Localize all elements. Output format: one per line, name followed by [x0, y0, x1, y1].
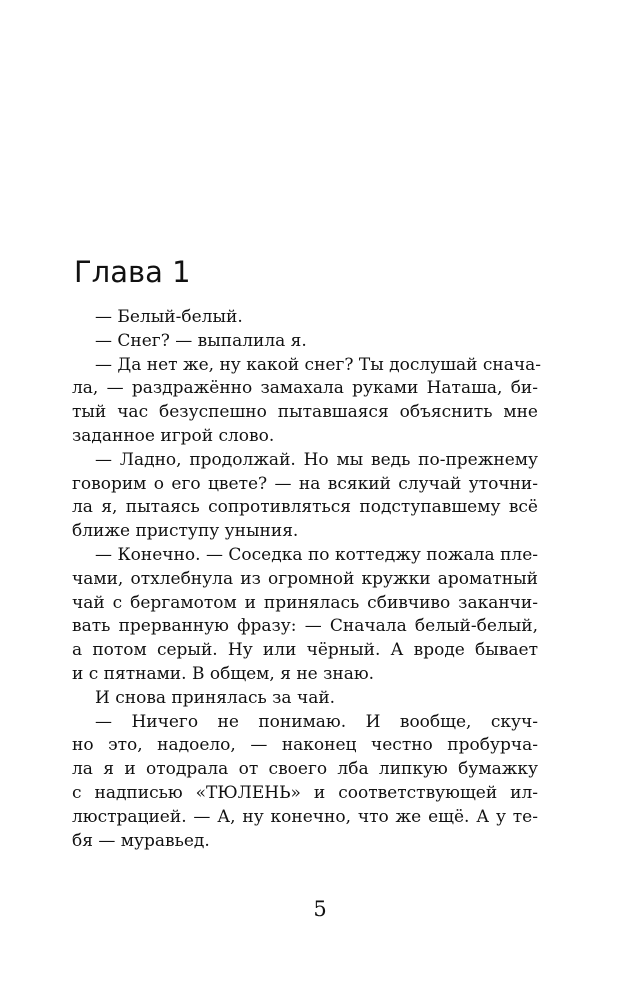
text-line: ла, — раздражённо замахала руками Наташа, би-	[72, 378, 538, 399]
text-line: — Ничего не понимаю. И вообще, скуч-	[95, 711, 538, 732]
chapter-text	[72, 306, 541, 853]
text-line: с надписью «ТЮЛЕНЬ» и соответствующей ил-	[72, 782, 538, 803]
text-line: — Да нет же, ну какой снег? Ты дослушай снача-	[95, 354, 541, 375]
text-line: тый час безуспешно пытавшаяся объяснить мне	[72, 402, 538, 423]
text-line: но это, надоело, — наконец честно пробурча-	[72, 735, 538, 756]
text-line: чами, отхлебнула из огромной кружки ароматный	[72, 568, 538, 589]
text-line: чай с бергамотом и принялась сбивчиво заканчи-	[72, 592, 538, 613]
text-line: — Снег? — выпалила я.	[95, 330, 307, 351]
text-line: ла я и отодрала от своего лба липкую бумажку	[72, 759, 538, 780]
text-line: а потом серый. Ну или чёрный. А вроде бывает	[72, 640, 538, 661]
text-line: и с пятнами. В общем, я не знаю.	[72, 663, 375, 684]
text-line: люстрацией. — А, ну конечно, что же ещё. А у те-	[72, 806, 538, 827]
text-line: — Конечно. — Соседка по коттеджу пожала пле-	[95, 544, 538, 565]
text-line: ла я, пытаясь сопротивляться подступавшему всё	[72, 497, 538, 518]
page-number: 5	[313, 897, 327, 921]
text-line: вать прерванную фразу: — Сначала белый-белый,	[72, 616, 538, 637]
text-line: заданное игрой слово.	[72, 425, 275, 446]
text-line: — Белый-белый.	[95, 307, 243, 327]
text-line: И снова принялась за чай.	[95, 687, 336, 708]
text-line: ближе приступу уныния.	[72, 521, 299, 542]
text-line: — Ладно, продолжай. Но мы ведь по-прежнему	[95, 449, 538, 470]
text-line: говорим о его цвете? — на всякий случай уточни-	[72, 473, 538, 494]
text-line: бя — муравьед.	[72, 830, 210, 851]
chapter-title: Глава 1	[74, 255, 191, 289]
